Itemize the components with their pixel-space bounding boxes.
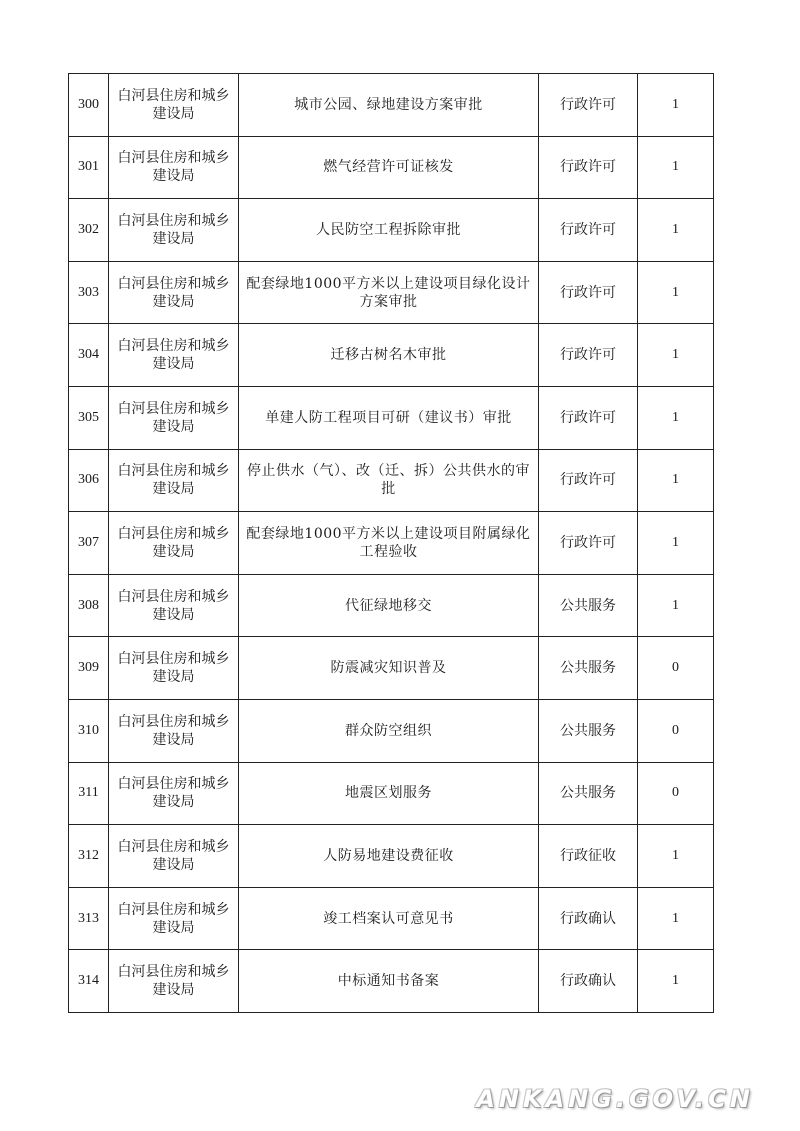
row-number-cell: 307: [69, 512, 109, 575]
matter-name-cell: 城市公园、绿地建设方案审批: [239, 74, 539, 137]
table-row: [69, 762, 714, 825]
table-row: [69, 136, 714, 199]
department-cell: 白河县住房和城乡建设局: [109, 74, 239, 137]
matter-type-cell: 行政许可: [539, 74, 638, 137]
matter-type-cell: 行政许可: [539, 512, 638, 575]
row-number-cell: 305: [69, 386, 109, 449]
table-row: [69, 74, 714, 137]
matter-type-cell: 公共服务: [539, 762, 638, 825]
matter-type-cell: 行政确认: [539, 950, 638, 1013]
count-cell: 1: [638, 449, 714, 512]
department-cell: 白河县住房和城乡建设局: [109, 261, 239, 324]
matter-name-cell: 竣工档案认可意见书: [239, 887, 539, 950]
table-row: [69, 512, 714, 575]
department-cell: 白河县住房和城乡建设局: [109, 637, 239, 700]
count-cell: 1: [638, 74, 714, 137]
table-row: [69, 199, 714, 262]
matter-name-cell: 迁移古树名木审批: [239, 324, 539, 387]
matter-name-cell: 单建人防工程项目可研（建议书）审批: [239, 386, 539, 449]
table-body: [69, 74, 714, 1013]
row-number-cell: 306: [69, 449, 109, 512]
count-cell: 1: [638, 825, 714, 888]
matter-type-cell: 行政征收: [539, 825, 638, 888]
matter-name-cell: 人防易地建设费征收: [239, 825, 539, 888]
matters-table: [68, 73, 714, 1013]
count-cell: 1: [638, 950, 714, 1013]
table-row: [69, 699, 714, 762]
count-cell: 1: [638, 512, 714, 575]
department-cell: 白河县住房和城乡建设局: [109, 574, 239, 637]
matter-type-cell: 公共服务: [539, 699, 638, 762]
table-row: [69, 637, 714, 700]
row-number-cell: 302: [69, 199, 109, 262]
row-number-cell: 300: [69, 74, 109, 137]
count-cell: 0: [638, 699, 714, 762]
table-row: [69, 825, 714, 888]
count-cell: 0: [638, 637, 714, 700]
matter-name-cell: 群众防空组织: [239, 699, 539, 762]
matter-type-cell: 行政许可: [539, 199, 638, 262]
matter-type-cell: 行政许可: [539, 136, 638, 199]
matter-name-cell: 代征绿地移交: [239, 574, 539, 637]
department-cell: 白河县住房和城乡建设局: [109, 699, 239, 762]
row-number-cell: 311: [69, 762, 109, 825]
count-cell: 1: [638, 261, 714, 324]
matter-type-cell: 行政许可: [539, 324, 638, 387]
matter-name-cell: 停止供水（气）、改（迁、拆）公共供水的审批: [239, 449, 539, 512]
count-cell: 1: [638, 574, 714, 637]
department-cell: 白河县住房和城乡建设局: [109, 762, 239, 825]
table-row: [69, 449, 714, 512]
row-number-cell: 303: [69, 261, 109, 324]
count-cell: 0: [638, 762, 714, 825]
department-cell: 白河县住房和城乡建设局: [109, 950, 239, 1013]
department-cell: 白河县住房和城乡建设局: [109, 449, 239, 512]
row-number-cell: 304: [69, 324, 109, 387]
matter-type-cell: 行政许可: [539, 386, 638, 449]
matter-name-cell: 防震减灾知识普及: [239, 637, 539, 700]
count-cell: 1: [638, 887, 714, 950]
table-row: [69, 261, 714, 324]
table-row: [69, 324, 714, 387]
matter-type-cell: 行政确认: [539, 887, 638, 950]
matter-type-cell: 公共服务: [539, 637, 638, 700]
table-row: [69, 386, 714, 449]
table-row: [69, 950, 714, 1013]
matter-name-cell: 配套绿地1000平方米以上建设项目附属绿化工程验收: [239, 512, 539, 575]
department-cell: 白河县住房和城乡建设局: [109, 136, 239, 199]
row-number-cell: 314: [69, 950, 109, 1013]
department-cell: 白河县住房和城乡建设局: [109, 887, 239, 950]
department-cell: 白河县住房和城乡建设局: [109, 386, 239, 449]
count-cell: 1: [638, 324, 714, 387]
matter-type-cell: 行政许可: [539, 449, 638, 512]
site-watermark: ANKANG.GOV.CN: [476, 1085, 754, 1113]
matter-name-cell: 地震区划服务: [239, 762, 539, 825]
count-cell: 1: [638, 136, 714, 199]
matter-type-cell: 公共服务: [539, 574, 638, 637]
row-number-cell: 309: [69, 637, 109, 700]
matter-name-cell: 人民防空工程拆除审批: [239, 199, 539, 262]
row-number-cell: 301: [69, 136, 109, 199]
department-cell: 白河县住房和城乡建设局: [109, 199, 239, 262]
department-cell: 白河县住房和城乡建设局: [109, 825, 239, 888]
row-number-cell: 312: [69, 825, 109, 888]
matter-name-cell: 燃气经营许可证核发: [239, 136, 539, 199]
matter-type-cell: 行政许可: [539, 261, 638, 324]
row-number-cell: 308: [69, 574, 109, 637]
row-number-cell: 310: [69, 699, 109, 762]
count-cell: 1: [638, 386, 714, 449]
table-row: [69, 887, 714, 950]
matter-name-cell: 配套绿地1000平方米以上建设项目绿化设计方案审批: [239, 261, 539, 324]
count-cell: 1: [638, 199, 714, 262]
department-cell: 白河县住房和城乡建设局: [109, 324, 239, 387]
table-row: [69, 574, 714, 637]
matter-name-cell: 中标通知书备案: [239, 950, 539, 1013]
row-number-cell: 313: [69, 887, 109, 950]
department-cell: 白河县住房和城乡建设局: [109, 512, 239, 575]
